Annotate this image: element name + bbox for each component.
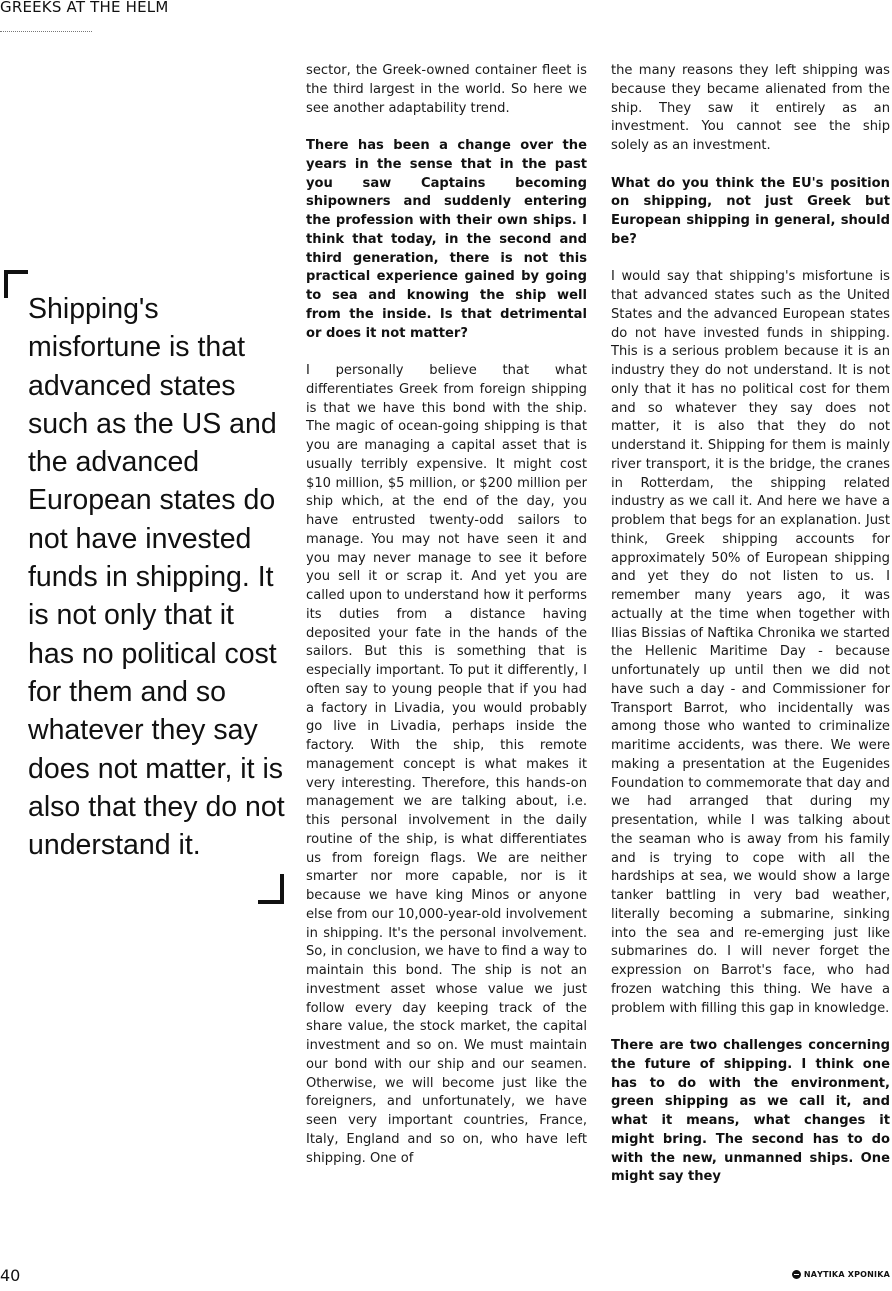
- answer-paragraph: I personally believe that what differentiates Greek from foreign shipping is that we have this bond with the ship. The magic of ocean-going shipping is that you are managing a capital asset that is usually terribly expensive. It might cost $10 million, $5 million, or $200 million per ship which, at the end of the day, you have entrusted twenty-odd sailors to manage. You may not have seen it and you may never manage to see it before you sell it or scrap it. And yet you are called upon to understand how it performs its duties from a distance having deposited your fate in the hands of the sailors. But this is something that is especially important. To put it differently, I often say to young people that if you had a factory in Livadia, you would probably go live in Livadia, perhaps inside the factory. With the ship, this remote management concept is what makes it very interesting. Therefore, this hands-on management we are talking about, i.e. this personal involvement in the daily routine of the ship, is what differentiates us from foreign flags. We are neither smarter nor more capable, nor is it because we have king Minos or anyone else from our 10,000-year-old involvement in shipping. It's the personal involvement. So, in conclusion, we have to find a way to maintain this bond. The ship is not an investment asset whose value we just follow every day keeping track of the share value, the stock market, the capital investment and so on. We must maintain our bond with our ship and our seamen. Otherwise, we will become just like the foreigners, and unfortunately, we have seen very important countries, France, Italy, England and so on, who have left shipping. One of: [306, 363, 587, 1166]
- answer-paragraph: I would say that shipping's misfortune is that advanced states such as the United States and the advanced European states do not have invested funds in shipping. This is a serious problem because it is an industry they do not understand. It is not only that it has no political cost for them and so whatever they say does not matter, it is also that they do not understand it. Shipping for them is mainly river transport, it is the bridge, the cranes in Rotterdam, the shipping related industry as we call it. And here we have a problem that begs for an explanation. Just think, Greek shipping accounts for approximately 50% of European shipping and yet they do not listen to us. I remember many years ago, it was actually at the time when together with Ilias Bissias of Naftika Chronika we started the Hellenic Maritime Day - because unfortunately up until then we did not have such a day - and Commissioner for Transport Barrot, who incidentally was among those who wanted to criminalize maritime accidents, was there. We were making a presentation at the Eugenides Foundation to commemorate that day and we had arranged that during my presentation, while I was talking about the seaman who is away from his family and is trying to cope with all the hardships at sea, we would show a large tanker battling in very bad weather, literally becoming a submarine, sinking into the sea and re-emerging just like submarines do. I will never forget the expression on Barrot's face, who had frozen watching this thing. We have a problem with filling this gap in knowledge.: [611, 269, 890, 1016]
- quote-bracket-close-icon: [258, 874, 284, 904]
- publication-name: ΝΑΥΤΙΚΑ ΧΡΟΝΙΚΑ: [803, 1270, 890, 1279]
- answer-paragraph: the many reasons they left shipping was because they became alienated from the ship. They saw it entirely as an investment. You cannot see the ship solely as an investment.: [611, 63, 890, 153]
- pull-quote: [0, 270, 290, 910]
- pull-quote-text: Shipping's misfortune is that advanced states such as the US and the advanced European states do not have invested funds in shipping. It is not only that it has no political cost for them and so whatever they say does not matter, it is also that they do not understand it.: [28, 293, 285, 862]
- quote-bracket-open-icon: [4, 270, 28, 298]
- publication-logo-icon: [792, 1270, 801, 1279]
- article-column-2: [611, 62, 890, 1206]
- page-number: 40: [0, 1266, 21, 1285]
- interview-question: What do you think the EU's position on shipping, not just Greek but European shipping in general, should be?: [611, 175, 890, 247]
- article-column-1: [306, 62, 587, 1187]
- answer-paragraph: sector, the Greek-owned container fleet is the third largest in the world. So here we see another adaptability trend.: [306, 63, 587, 116]
- publication-logo: [792, 1270, 890, 1279]
- section-title: GREEKS AT THE HELM: [0, 0, 169, 16]
- interview-question: There has been a change over the years in the sense that in the past you saw Captains becoming shipowners and suddenly entering the profession with their own ships. I think that today, in the second and third generation, there is not this practical experience gained by going to sea and knowing the ship well from the inside. Is that detrimental or does it not matter?: [306, 138, 587, 341]
- interview-question: There are two challenges concerning the future of shipping. I think one has to do with the environment, green shipping as we call it, and what it means, what changes it might bring. The second has to do with the new, unmanned ships. One might say they: [611, 1038, 890, 1185]
- header-divider: [0, 31, 92, 32]
